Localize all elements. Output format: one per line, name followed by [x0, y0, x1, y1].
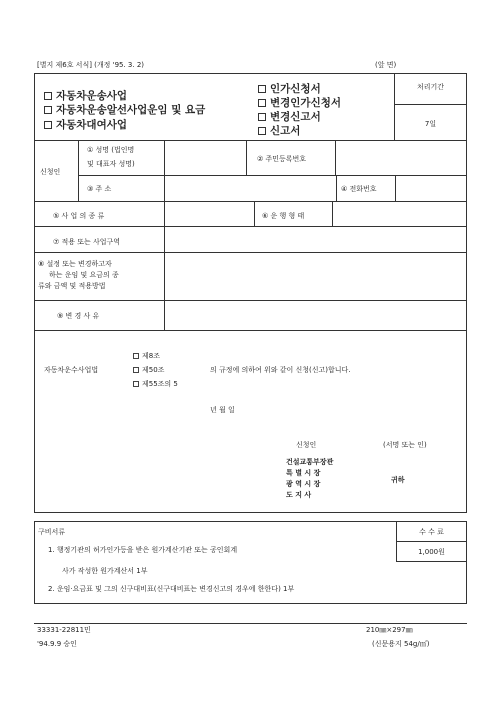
business-type-label: ⑤ 사 업 의 종 류	[53, 212, 105, 220]
fare-label: ⑧ 설정 또는 변경하고자	[38, 260, 112, 268]
page-side: (앞 면)	[375, 61, 397, 69]
fee-value: 1,000원	[418, 548, 445, 556]
resident-number-label: ② 주민등록번호	[257, 155, 307, 163]
fare-label-cont-1: 하는 운임 및 요금의 종	[49, 271, 119, 279]
phone-label: ④ 전화번호	[341, 185, 377, 193]
document-item-1: 1. 행정기관의 허가인가등을 받은 원가계산기관 또는 공인회계	[48, 546, 238, 554]
reason-field[interactable]	[165, 301, 466, 329]
phone-field[interactable]	[396, 176, 466, 200]
recipient-minister: 건설교통부장관	[286, 458, 334, 466]
recipient-governor: 도 지 사	[286, 491, 312, 499]
paper-size: 210㎜×297㎜	[366, 626, 413, 634]
checkbox-icon	[258, 99, 266, 107]
approval-date: '94.9.9 승인	[37, 640, 77, 648]
name-field[interactable]	[165, 141, 245, 174]
business-type-field[interactable]	[165, 202, 253, 225]
reason-label: ⑨ 변 경 사 유	[57, 312, 100, 320]
document-item-2: 2. 운임·요금표 및 그의 신구대비표(신구대비표는 변경신고의 경우에 한한다) 1부	[48, 585, 295, 593]
documents-label: 구비서류	[38, 528, 66, 536]
article-50-option[interactable]: 제50조	[133, 365, 164, 375]
name-label: ① 성명 (법인명	[87, 146, 135, 154]
fare-field[interactable]	[165, 253, 466, 299]
checkbox-icon	[133, 381, 139, 387]
date-label: 년 월 일	[210, 406, 235, 414]
name-label-cont: 및 대표자 성명)	[87, 160, 135, 168]
option-approval[interactable]: 인가신청서	[258, 81, 321, 96]
checkbox-icon	[44, 106, 52, 114]
fare-label-cont-2: 류와 금액 및 적용방법	[38, 282, 106, 290]
processing-period-value: 7일	[424, 120, 437, 128]
document-item-1-cont: 사가 작성한 원가계산서 1부	[62, 567, 148, 575]
checkbox-icon	[44, 92, 52, 100]
option-change-report[interactable]: 변경신고서	[258, 109, 321, 124]
region-label: ⑦ 적용 또는 사업구역	[53, 238, 121, 246]
option-change-approval[interactable]: 변경인가신청서	[258, 95, 341, 110]
checkbox-icon	[44, 121, 52, 129]
applicant-label: 신청인	[40, 168, 61, 176]
sign-or-seal-label: (서명 또는 인)	[383, 441, 427, 449]
recipient-special-city: 특 별 시 장	[286, 469, 321, 477]
option-rental-business[interactable]: 자동차대여사업	[44, 117, 127, 132]
processing-period-label: 처리기간	[416, 83, 445, 91]
form-code: 33331-22811민	[37, 626, 91, 634]
checkbox-icon	[133, 353, 139, 359]
option-report[interactable]: 신고서	[258, 123, 300, 138]
checkbox-icon	[258, 127, 266, 135]
address-label: ③ 주 소	[87, 185, 112, 193]
address-field[interactable]	[165, 176, 335, 200]
checkbox-icon	[258, 113, 266, 121]
statement-suffix: 의 규정에 의하여 위와 같이 신청(신고)합니다.	[210, 366, 351, 374]
option-bus-business[interactable]: 자동차운송사업	[44, 88, 127, 103]
recipient-metro-city: 광 역 시 장	[286, 480, 321, 488]
checkbox-icon	[133, 367, 139, 373]
form-reference: [별지 제6호 서식] (개정 '95. 3. 2)	[37, 61, 145, 69]
resident-number-field[interactable]	[336, 141, 466, 174]
operation-type-field[interactable]	[333, 202, 466, 225]
region-field[interactable]	[165, 227, 466, 251]
operation-type-label: ⑥ 운 행 형 태	[262, 212, 305, 220]
article-55-5-option[interactable]: 제55조의 5	[133, 379, 178, 389]
applicant-sign-label: 신청인	[296, 441, 317, 449]
paper-spec: (신문용지 54g/㎡)	[372, 640, 430, 648]
fee-label: 수 수 료	[419, 528, 444, 536]
statement-prefix: 자동차운수사업법	[44, 366, 99, 374]
option-brokerage-fare[interactable]: 자동차운송알선사업운임 및 요금	[44, 102, 205, 117]
checkbox-icon	[258, 85, 266, 93]
article-8-option[interactable]: 제8조	[133, 351, 160, 361]
recipient-suffix: 귀하	[391, 476, 405, 484]
